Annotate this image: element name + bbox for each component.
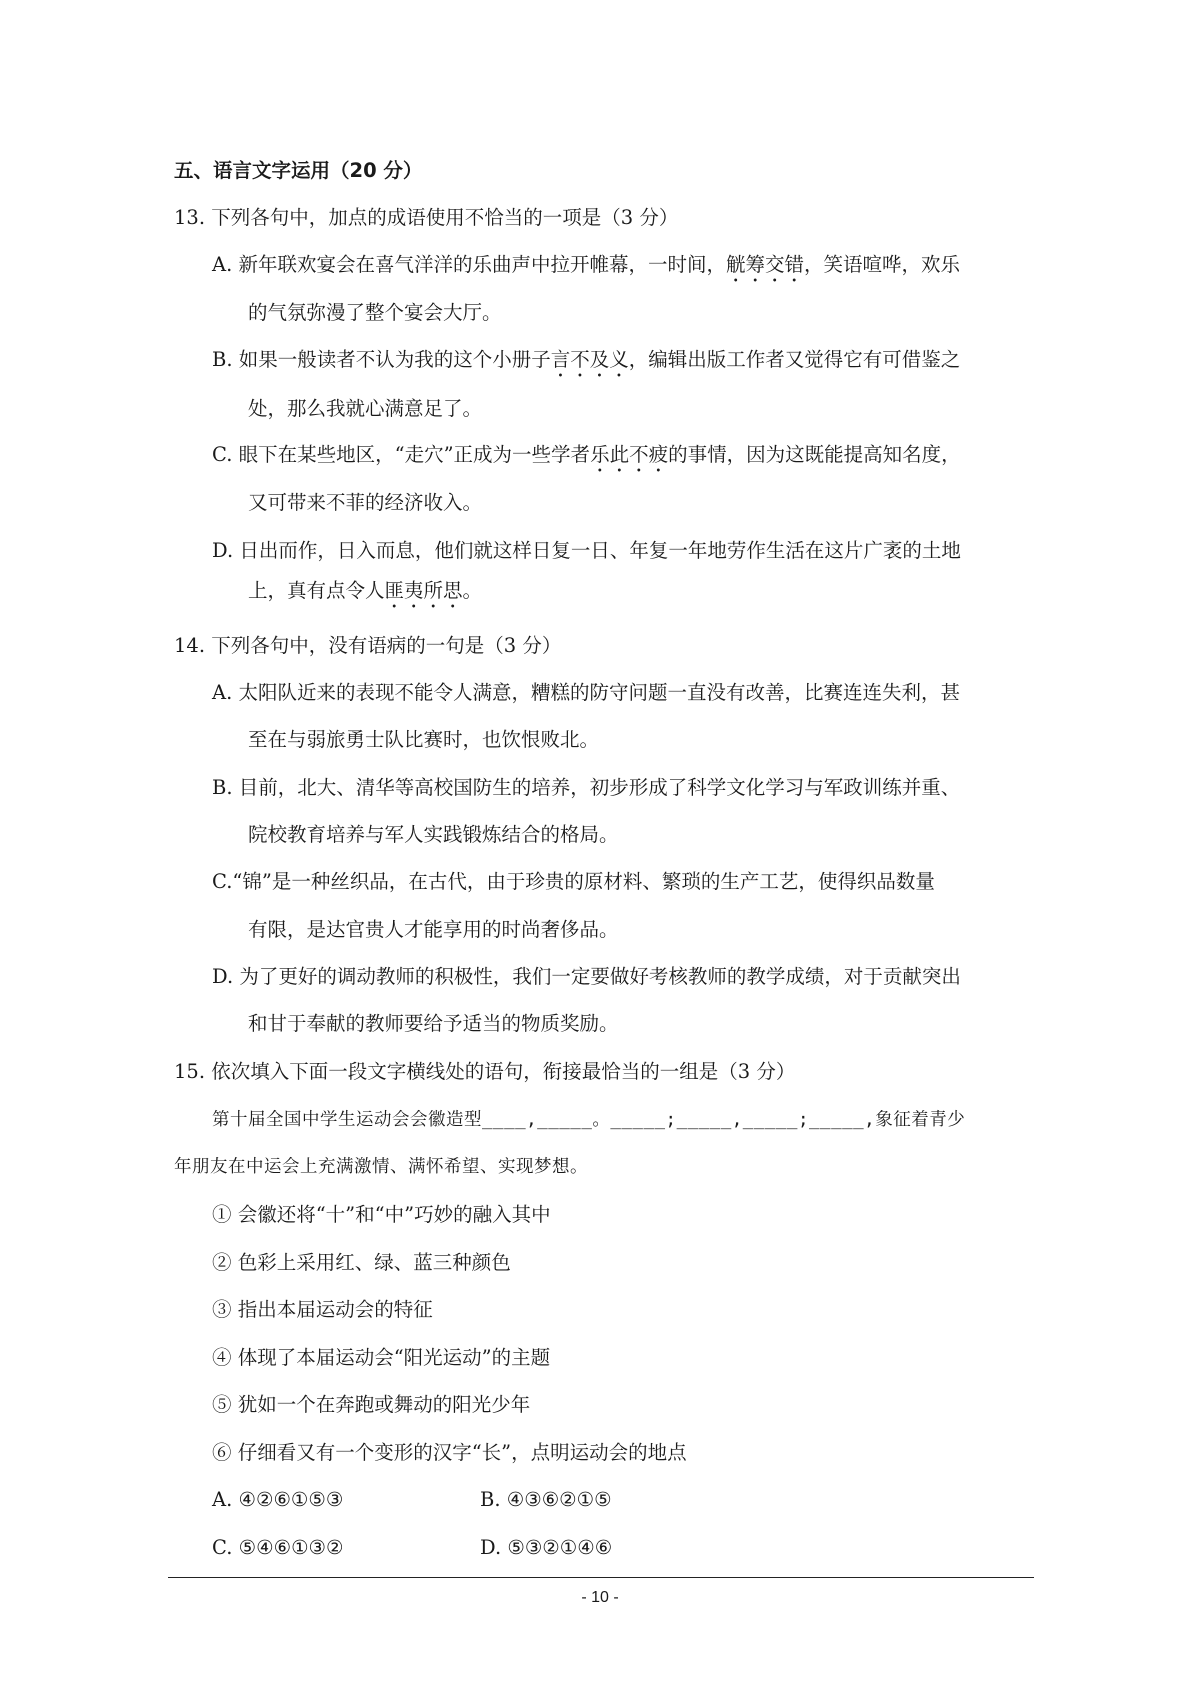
q15-option-a: A. ④②⑥①⑤③ <box>212 1488 344 1511</box>
q13-d-dotted-idiom: 匪夷所思 <box>384 579 463 602</box>
q13-a-dotted-idiom: 觥筹交错 <box>725 253 804 276</box>
footer-divider <box>168 1577 1034 1578</box>
q15-passage-line1: 第十届全国中学生运动会会徽造型____,_____。_____;_____,_____;_____,象征着青少 <box>212 1110 966 1130</box>
q13-b-text-post: ，编辑出版工作者又觉得它有可借鉴之 <box>628 348 961 371</box>
q13-option-b-cont: 处，那么我就心满意足了。 <box>248 397 483 420</box>
q13-a-text-pre: A. 新年联欢宴会在喜气洋洋的乐曲声中拉开帷幕，一时间， <box>212 253 726 276</box>
q13-option-c-cont: 又可带来不菲的经济收入。 <box>248 491 483 514</box>
q13-option-b <box>212 347 960 382</box>
q15-item: ① 会徽还将“十”和“中”巧妙的融入其中 <box>212 1203 551 1226</box>
page-number: - 10 - <box>581 1589 619 1606</box>
q13-stem: 13. 下列各句中，加点的成语使用不恰当的一项是（3 分） <box>174 206 679 229</box>
q14-option-d: D. 为了更好的调动教师的积极性，我们一定要做好考核教师的教学成绩，对于贡献突出 <box>212 965 961 988</box>
q15-passage-line2: 年朋友在中运会上充满激情、满怀希望、实现梦想。 <box>174 1157 588 1177</box>
q13-c-text-pre: C. 眼下在某些地区，“走穴”正成为一些学者 <box>212 443 591 466</box>
q15-item: ② 色彩上采用红、绿、蓝三种颜色 <box>212 1251 511 1274</box>
q14-option-c-cont: 有限，是达官贵人才能享用的时尚奢侈品。 <box>248 918 619 941</box>
q13-option-a <box>212 252 960 287</box>
q15-item: ④ 体现了本届运动会“阳光运动”的主题 <box>212 1346 551 1369</box>
q13-d-text-pre: 上，真有点令人 <box>248 579 385 602</box>
q13-b-text-pre: B. 如果一般读者不认为我的这个小册子 <box>212 348 551 371</box>
q15-option-d: D. ⑤③②①④⑥ <box>480 1536 613 1559</box>
q13-option-c <box>212 442 961 477</box>
q14-option-b-cont: 院校教育培养与军人实践锻炼结合的格局。 <box>248 823 619 846</box>
q15-stem: 15. 依次填入下面一段文字横线处的语句，衔接最恰当的一组是（3 分） <box>174 1060 796 1083</box>
q13-c-dotted-idiom: 乐此不疲 <box>590 443 669 466</box>
q14-option-b: B. 目前，北大、清华等高校国防生的培养，初步形成了科学文化学习与军政训练并重、 <box>212 776 961 799</box>
q14-option-c: C.“锦”是一种丝织品，在古代，由于珍贵的原材料、繁琐的生产工艺，使得织品数量 <box>212 870 935 893</box>
q15-item: ③ 指出本届运动会的特征 <box>212 1298 433 1321</box>
q13-c-text-post: 的事情，因为这既能提高知名度， <box>668 443 961 466</box>
q13-option-d-cont <box>248 578 482 613</box>
q13-option-d: D. 日出而作，日入而息，他们就这样日复一日、年复一年地劳作生活在这片广袤的土地 <box>212 539 961 562</box>
q13-a-text-post: ，笑语喧哗，欢乐 <box>804 253 961 276</box>
q14-option-d-cont: 和甘于奉献的教师要给予适当的物质奖励。 <box>248 1012 619 1035</box>
q14-stem: 14. 下列各句中，没有语病的一句是（3 分） <box>174 634 562 657</box>
q15-option-b: B. ④③⑥②①⑤ <box>480 1488 612 1511</box>
q15-item: ⑥ 仔细看又有一个变形的汉字“长”，点明运动会的地点 <box>212 1441 687 1464</box>
q14-option-a-cont: 至在与弱旅勇士队比赛时，也饮恨败北。 <box>248 728 600 751</box>
q15-option-c: C. ⑤④⑥①③② <box>212 1536 344 1559</box>
q13-d-text-post: 。 <box>462 579 483 602</box>
q15-item: ⑤ 犹如一个在奔跑或舞动的阳光少年 <box>212 1393 531 1416</box>
section-title: 五、语言文字运用（20 分） <box>174 159 423 182</box>
q13-option-a-cont: 的气氛弥漫了整个宴会大厅。 <box>248 301 502 324</box>
q13-b-dotted-idiom: 言不及义 <box>550 348 629 371</box>
q14-option-a: A. 太阳队近来的表现不能令人满意，糟糕的防守问题一直没有改善，比赛连连失利，甚 <box>212 681 960 704</box>
